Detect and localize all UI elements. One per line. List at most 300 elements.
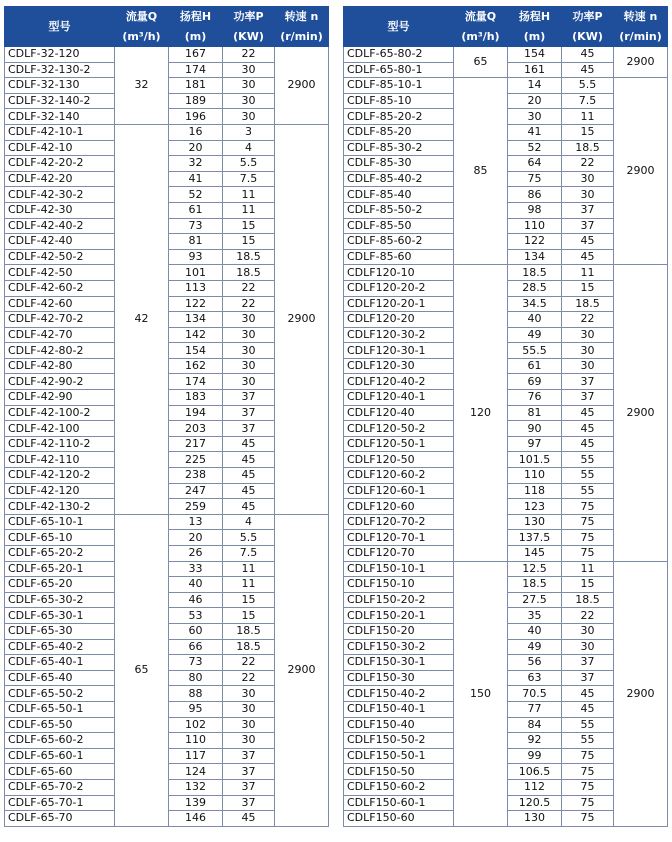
head-cell: 99: [508, 748, 562, 764]
model-cell: CDLF120-20: [344, 312, 454, 328]
head-cell: 18.5: [508, 265, 562, 281]
power-cell: 75: [562, 764, 614, 780]
power-cell: 11: [562, 561, 614, 577]
power-cell: 11: [223, 561, 275, 577]
power-cell: 30: [223, 109, 275, 125]
model-cell: CDLF-32-120: [5, 47, 115, 63]
power-cell: 15: [223, 608, 275, 624]
head-cell: 161: [508, 62, 562, 78]
model-cell: CDLF-65-50: [5, 717, 115, 733]
power-cell: 37: [562, 655, 614, 671]
model-cell: CDLF-65-10: [5, 530, 115, 546]
power-cell: 30: [223, 343, 275, 359]
header-flow: 流量Q: [115, 7, 169, 27]
model-cell: CDLF120-40-1: [344, 390, 454, 406]
head-cell: 20: [169, 140, 223, 156]
head-cell: 196: [169, 109, 223, 125]
model-cell: CDLF-85-50-2: [344, 202, 454, 218]
model-cell: CDLF-42-40: [5, 234, 115, 250]
power-cell: 30: [223, 374, 275, 390]
head-cell: 134: [508, 249, 562, 265]
power-cell: 45: [562, 436, 614, 452]
power-cell: 45: [562, 62, 614, 78]
header-model: 型号: [5, 7, 115, 47]
model-cell: CDLF150-20-1: [344, 608, 454, 624]
model-cell: CDLF-65-70: [5, 811, 115, 827]
power-cell: 45: [223, 811, 275, 827]
model-cell: CDLF120-50: [344, 452, 454, 468]
power-cell: 7.5: [223, 546, 275, 562]
power-cell: 37: [223, 421, 275, 437]
power-cell: 37: [223, 748, 275, 764]
model-cell: CDLF-42-120-2: [5, 468, 115, 484]
power-cell: 7.5: [562, 93, 614, 109]
header-flow-unit: (m³/h): [454, 27, 508, 47]
head-cell: 61: [508, 358, 562, 374]
power-cell: 15: [562, 577, 614, 593]
model-cell: CDLF-42-120: [5, 483, 115, 499]
head-cell: 76: [508, 390, 562, 406]
model-cell: CDLF-65-70-1: [5, 795, 115, 811]
power-cell: 30: [562, 187, 614, 203]
head-cell: 28.5: [508, 280, 562, 296]
power-cell: 22: [223, 655, 275, 671]
head-cell: 130: [508, 811, 562, 827]
model-cell: CDLF120-40: [344, 405, 454, 421]
head-cell: 75: [508, 171, 562, 187]
head-cell: 124: [169, 764, 223, 780]
power-cell: 45: [223, 452, 275, 468]
model-cell: CDLF-65-40-2: [5, 639, 115, 655]
power-cell: 30: [223, 312, 275, 328]
table-row: [5, 124, 329, 140]
power-cell: 30: [562, 639, 614, 655]
model-cell: CDLF-85-50: [344, 218, 454, 234]
power-cell: 22: [562, 312, 614, 328]
power-cell: 55: [562, 483, 614, 499]
head-cell: 123: [508, 499, 562, 515]
head-cell: 118: [508, 483, 562, 499]
model-cell: CDLF150-10-1: [344, 561, 454, 577]
head-cell: 40: [169, 577, 223, 593]
table-row: [5, 514, 329, 530]
head-cell: 52: [169, 187, 223, 203]
model-cell: CDLF-42-60: [5, 296, 115, 312]
header-model: 型号: [344, 7, 454, 47]
head-cell: 137.5: [508, 530, 562, 546]
power-cell: 22: [223, 296, 275, 312]
head-cell: 80: [169, 670, 223, 686]
header-power: 功率P: [223, 7, 275, 27]
head-cell: 61: [169, 202, 223, 218]
head-cell: 41: [508, 124, 562, 140]
head-cell: 73: [169, 655, 223, 671]
power-cell: 37: [562, 218, 614, 234]
power-cell: 15: [562, 124, 614, 140]
model-cell: CDLF120-50-2: [344, 421, 454, 437]
power-cell: 4: [223, 514, 275, 530]
head-cell: 132: [169, 779, 223, 795]
head-cell: 63: [508, 670, 562, 686]
power-cell: 30: [223, 717, 275, 733]
head-cell: 88: [169, 686, 223, 702]
model-cell: CDLF120-50-1: [344, 436, 454, 452]
head-cell: 122: [169, 296, 223, 312]
power-cell: 45: [223, 499, 275, 515]
model-cell: CDLF-65-30-2: [5, 592, 115, 608]
model-cell: CDLF120-40-2: [344, 374, 454, 390]
head-cell: 112: [508, 779, 562, 795]
header-speed-unit: (r/min): [275, 27, 329, 47]
power-cell: 15: [223, 592, 275, 608]
table-row: [5, 47, 329, 63]
spec-table-left: [4, 6, 329, 827]
power-cell: 30: [562, 623, 614, 639]
model-cell: CDLF120-70: [344, 546, 454, 562]
power-cell: 37: [562, 202, 614, 218]
flow-cell: 120: [454, 265, 508, 561]
model-cell: CDLF120-70-1: [344, 530, 454, 546]
model-cell: CDLF150-20-2: [344, 592, 454, 608]
head-cell: 13: [169, 514, 223, 530]
head-cell: 167: [169, 47, 223, 63]
power-cell: 45: [562, 701, 614, 717]
head-cell: 66: [169, 639, 223, 655]
model-cell: CDLF120-30: [344, 358, 454, 374]
head-cell: 40: [508, 623, 562, 639]
model-cell: CDLF-42-100-2: [5, 405, 115, 421]
head-cell: 41: [169, 171, 223, 187]
model-cell: CDLF-65-60-1: [5, 748, 115, 764]
head-cell: 34.5: [508, 296, 562, 312]
model-cell: CDLF-42-130-2: [5, 499, 115, 515]
head-cell: 93: [169, 249, 223, 265]
head-cell: 49: [508, 639, 562, 655]
speed-cell: 2900: [614, 47, 668, 78]
power-cell: 30: [223, 358, 275, 374]
power-cell: 18.5: [562, 140, 614, 156]
head-cell: 30: [508, 109, 562, 125]
head-cell: 189: [169, 93, 223, 109]
head-cell: 56: [508, 655, 562, 671]
power-cell: 55: [562, 733, 614, 749]
head-cell: 174: [169, 62, 223, 78]
head-cell: 18.5: [508, 577, 562, 593]
model-cell: CDLF-85-40: [344, 187, 454, 203]
head-cell: 217: [169, 436, 223, 452]
power-cell: 7.5: [223, 171, 275, 187]
model-cell: CDLF-42-110-2: [5, 436, 115, 452]
power-cell: 11: [223, 187, 275, 203]
head-cell: 40: [508, 312, 562, 328]
model-cell: CDLF-42-10-1: [5, 124, 115, 140]
model-cell: CDLF150-60-1: [344, 795, 454, 811]
speed-cell: 2900: [275, 514, 329, 826]
power-cell: 75: [562, 499, 614, 515]
power-cell: 75: [562, 546, 614, 562]
head-cell: 145: [508, 546, 562, 562]
model-cell: CDLF-42-40-2: [5, 218, 115, 234]
model-cell: CDLF-65-50-1: [5, 701, 115, 717]
power-cell: 55: [562, 452, 614, 468]
power-cell: 22: [562, 156, 614, 172]
head-cell: 16: [169, 124, 223, 140]
head-cell: 53: [169, 608, 223, 624]
head-cell: 154: [508, 47, 562, 63]
power-cell: 30: [223, 686, 275, 702]
model-cell: CDLF150-10: [344, 577, 454, 593]
model-cell: CDLF-65-30: [5, 623, 115, 639]
header-head: 扬程H: [169, 7, 223, 27]
power-cell: 15: [223, 234, 275, 250]
head-cell: 84: [508, 717, 562, 733]
head-cell: 225: [169, 452, 223, 468]
power-cell: 30: [562, 327, 614, 343]
power-cell: 30: [223, 78, 275, 94]
head-cell: 81: [508, 405, 562, 421]
model-cell: CDLF-42-50: [5, 265, 115, 281]
model-cell: CDLF150-30-1: [344, 655, 454, 671]
model-cell: CDLF-42-20: [5, 171, 115, 187]
power-cell: 75: [562, 514, 614, 530]
head-cell: 130: [508, 514, 562, 530]
model-cell: CDLF150-50-1: [344, 748, 454, 764]
model-cell: CDLF-42-80: [5, 358, 115, 374]
head-cell: 139: [169, 795, 223, 811]
power-cell: 37: [223, 795, 275, 811]
model-cell: CDLF150-50-2: [344, 733, 454, 749]
head-cell: 203: [169, 421, 223, 437]
model-cell: CDLF-85-60: [344, 249, 454, 265]
table-row: [344, 78, 668, 94]
model-cell: CDLF120-60-1: [344, 483, 454, 499]
head-cell: 46: [169, 592, 223, 608]
head-cell: 154: [169, 343, 223, 359]
speed-cell: 2900: [614, 265, 668, 561]
power-cell: 30: [562, 358, 614, 374]
model-cell: CDLF150-30: [344, 670, 454, 686]
power-cell: 15: [562, 280, 614, 296]
model-cell: CDLF120-70-2: [344, 514, 454, 530]
model-cell: CDLF-65-60-2: [5, 733, 115, 749]
head-cell: 110: [169, 733, 223, 749]
head-cell: 73: [169, 218, 223, 234]
spec-table-body: [344, 47, 668, 827]
model-cell: CDLF-85-40-2: [344, 171, 454, 187]
model-cell: CDLF-42-70: [5, 327, 115, 343]
model-cell: CDLF-65-20: [5, 577, 115, 593]
head-cell: 102: [169, 717, 223, 733]
power-cell: 11: [223, 577, 275, 593]
spec-table-right: [343, 6, 668, 827]
head-cell: 69: [508, 374, 562, 390]
power-cell: 22: [223, 280, 275, 296]
head-cell: 55.5: [508, 343, 562, 359]
power-cell: 45: [562, 234, 614, 250]
power-cell: 11: [223, 202, 275, 218]
model-cell: CDLF-65-20-2: [5, 546, 115, 562]
model-cell: CDLF-65-70-2: [5, 779, 115, 795]
model-cell: CDLF-85-30-2: [344, 140, 454, 156]
head-cell: 98: [508, 202, 562, 218]
power-cell: 18.5: [562, 592, 614, 608]
power-cell: 45: [562, 249, 614, 265]
flow-cell: 65: [115, 514, 169, 826]
model-cell: CDLF-85-10-1: [344, 78, 454, 94]
model-cell: CDLF-42-80-2: [5, 343, 115, 359]
head-cell: 35: [508, 608, 562, 624]
head-cell: 95: [169, 701, 223, 717]
power-cell: 45: [223, 483, 275, 499]
head-cell: 146: [169, 811, 223, 827]
head-cell: 86: [508, 187, 562, 203]
model-cell: CDLF-85-20: [344, 124, 454, 140]
head-cell: 20: [169, 530, 223, 546]
head-cell: 12.5: [508, 561, 562, 577]
table-row: [344, 47, 668, 63]
power-cell: 37: [223, 390, 275, 406]
power-cell: 45: [562, 405, 614, 421]
power-cell: 11: [562, 265, 614, 281]
head-cell: 64: [508, 156, 562, 172]
speed-cell: 2900: [275, 124, 329, 514]
model-cell: CDLF-32-130: [5, 78, 115, 94]
speed-cell: 2900: [614, 78, 668, 265]
model-cell: CDLF-42-70-2: [5, 312, 115, 328]
power-cell: 30: [562, 343, 614, 359]
power-cell: 30: [562, 171, 614, 187]
power-cell: 18.5: [223, 265, 275, 281]
power-cell: 30: [223, 62, 275, 78]
header-power: 功率P: [562, 7, 614, 27]
power-cell: 18.5: [223, 623, 275, 639]
head-cell: 247: [169, 483, 223, 499]
model-cell: CDLF-85-30: [344, 156, 454, 172]
header-flow: 流量Q: [454, 7, 508, 27]
head-cell: 33: [169, 561, 223, 577]
power-cell: 37: [223, 764, 275, 780]
model-cell: CDLF-85-20-2: [344, 109, 454, 125]
head-cell: 259: [169, 499, 223, 515]
model-cell: CDLF120-20-2: [344, 280, 454, 296]
head-cell: 183: [169, 390, 223, 406]
flow-cell: 42: [115, 124, 169, 514]
head-cell: 97: [508, 436, 562, 452]
speed-cell: 2900: [614, 561, 668, 826]
head-cell: 52: [508, 140, 562, 156]
model-cell: CDLF-32-140: [5, 109, 115, 125]
head-cell: 120.5: [508, 795, 562, 811]
power-cell: 37: [562, 670, 614, 686]
table-row: [344, 265, 668, 281]
header-power-unit: (KW): [562, 27, 614, 47]
model-cell: CDLF-42-30-2: [5, 187, 115, 203]
header-speed: 转速 n: [614, 7, 668, 27]
power-cell: 5.5: [223, 156, 275, 172]
head-cell: 110: [508, 468, 562, 484]
power-cell: 75: [562, 530, 614, 546]
model-cell: CDLF150-40-1: [344, 701, 454, 717]
model-cell: CDLF-42-110: [5, 452, 115, 468]
model-cell: CDLF-65-40-1: [5, 655, 115, 671]
power-cell: 45: [562, 47, 614, 63]
power-cell: 15: [223, 218, 275, 234]
model-cell: CDLF-42-30: [5, 202, 115, 218]
power-cell: 30: [223, 733, 275, 749]
model-cell: CDLF120-60: [344, 499, 454, 515]
head-cell: 81: [169, 234, 223, 250]
model-cell: CDLF150-50: [344, 764, 454, 780]
power-cell: 45: [562, 421, 614, 437]
head-cell: 181: [169, 78, 223, 94]
power-cell: 55: [562, 717, 614, 733]
power-cell: 75: [562, 811, 614, 827]
head-cell: 32: [169, 156, 223, 172]
head-cell: 60: [169, 623, 223, 639]
model-cell: CDLF-32-130-2: [5, 62, 115, 78]
power-cell: 45: [223, 468, 275, 484]
model-cell: CDLF-42-20-2: [5, 156, 115, 172]
power-cell: 45: [562, 686, 614, 702]
model-cell: CDLF150-40: [344, 717, 454, 733]
model-cell: CDLF-42-90-2: [5, 374, 115, 390]
power-cell: 55: [562, 468, 614, 484]
power-cell: 37: [562, 374, 614, 390]
power-cell: 18.5: [562, 296, 614, 312]
power-cell: 75: [562, 748, 614, 764]
power-cell: 18.5: [223, 639, 275, 655]
power-cell: 3: [223, 124, 275, 140]
model-cell: CDLF-85-60-2: [344, 234, 454, 250]
speed-cell: 2900: [275, 47, 329, 125]
power-cell: 5.5: [562, 78, 614, 94]
header-power-unit: (KW): [223, 27, 275, 47]
power-cell: 30: [223, 93, 275, 109]
flow-cell: 32: [115, 47, 169, 125]
header-speed-unit: (r/min): [614, 27, 668, 47]
model-cell: CDLF-85-10: [344, 93, 454, 109]
header-head-unit: (m): [508, 27, 562, 47]
model-cell: CDLF-42-60-2: [5, 280, 115, 296]
power-cell: 22: [562, 608, 614, 624]
head-cell: 117: [169, 748, 223, 764]
head-cell: 122: [508, 234, 562, 250]
model-cell: CDLF-65-30-1: [5, 608, 115, 624]
power-cell: 45: [223, 436, 275, 452]
power-cell: 75: [562, 779, 614, 795]
model-cell: CDLF-65-20-1: [5, 561, 115, 577]
power-cell: 37: [223, 405, 275, 421]
model-cell: CDLF-42-90: [5, 390, 115, 406]
head-cell: 113: [169, 280, 223, 296]
head-cell: 134: [169, 312, 223, 328]
table-row: [344, 561, 668, 577]
power-cell: 30: [223, 701, 275, 717]
power-cell: 22: [223, 670, 275, 686]
head-cell: 106.5: [508, 764, 562, 780]
head-cell: 14: [508, 78, 562, 94]
head-cell: 162: [169, 358, 223, 374]
power-cell: 37: [223, 779, 275, 795]
power-cell: 30: [223, 327, 275, 343]
model-cell: CDLF150-40-2: [344, 686, 454, 702]
model-cell: CDLF120-10: [344, 265, 454, 281]
model-cell: CDLF150-60: [344, 811, 454, 827]
head-cell: 77: [508, 701, 562, 717]
header-speed: 转速 n: [275, 7, 329, 27]
model-cell: CDLF-65-80-1: [344, 62, 454, 78]
power-cell: 4: [223, 140, 275, 156]
